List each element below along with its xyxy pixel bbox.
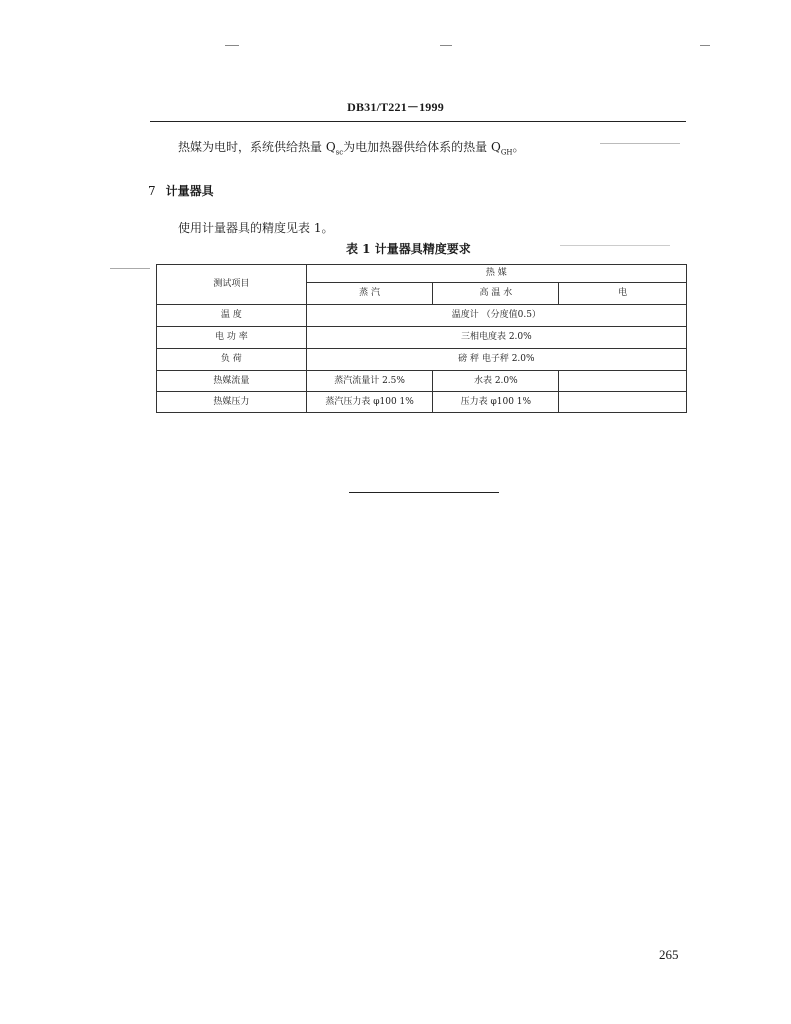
cell-scale: 磅 秤 电子秤 2.0% [306,349,686,371]
table-row [157,392,687,413]
footer-rule [349,492,499,493]
header-rule [150,121,686,122]
scan-speck [700,45,710,46]
table-row [157,349,687,371]
table-row [157,327,687,349]
header-test-item: 测试项目 [157,265,307,305]
para1-suffix: 。 [512,140,525,154]
row-label-load: 负 荷 [157,349,307,371]
table-header-row [157,265,687,283]
row-label-flow: 热媒流量 [157,371,307,392]
row-label-temperature: 温 度 [157,305,307,327]
scan-speck [225,45,239,46]
scan-speck [600,143,680,144]
cell-steam-pressure-gauge: 蒸汽压力表 φ100 1% [306,392,433,413]
section-title: 计量器具 [165,184,214,198]
para1-subscript-gh: GH [500,148,513,157]
section-heading [148,182,214,199]
cell-empty [559,392,687,413]
subheader-steam: 蒸 汽 [306,283,433,305]
scan-speck [560,245,670,246]
cell-power-meter: 三相电度表 2.0% [306,327,686,349]
scan-speck [110,268,150,269]
scan-speck [440,45,452,46]
section-number: 7 [148,184,156,198]
row-label-pressure: 热媒压力 [157,392,307,413]
cell-steam-flowmeter: 蒸汽流量计 2.5% [306,371,433,392]
document-header: DB31/T221－1999 [347,100,444,114]
row-label-power: 电 功 率 [157,327,307,349]
page-number: 265 [659,947,679,962]
para1-middle: 为电加热器供给体系的热量 Q [343,140,501,154]
para1-prefix: 热媒为电时，系统供给热量 Q [178,140,336,154]
para1-subscript-sc: sc [335,148,344,157]
table-row [157,305,687,327]
paragraph-precision: 使用计量器具的精度见表 1。 [178,221,334,235]
precision-table [156,264,687,413]
table-row [157,371,687,392]
header-heat-medium: 热 媒 [306,265,686,283]
cell-water-meter: 水表 2.0% [433,371,559,392]
paragraph-heat-source [178,138,525,156]
subheader-hot-water: 高 温 水 [433,283,559,305]
subheader-electric: 电 [559,283,687,305]
cell-empty [559,371,687,392]
cell-thermometer: 温度计 （分度值0.5） [306,305,686,327]
cell-pressure-gauge: 压力表 φ100 1% [433,392,559,413]
table-caption: 表 1 计量器具精度要求 [346,242,471,256]
